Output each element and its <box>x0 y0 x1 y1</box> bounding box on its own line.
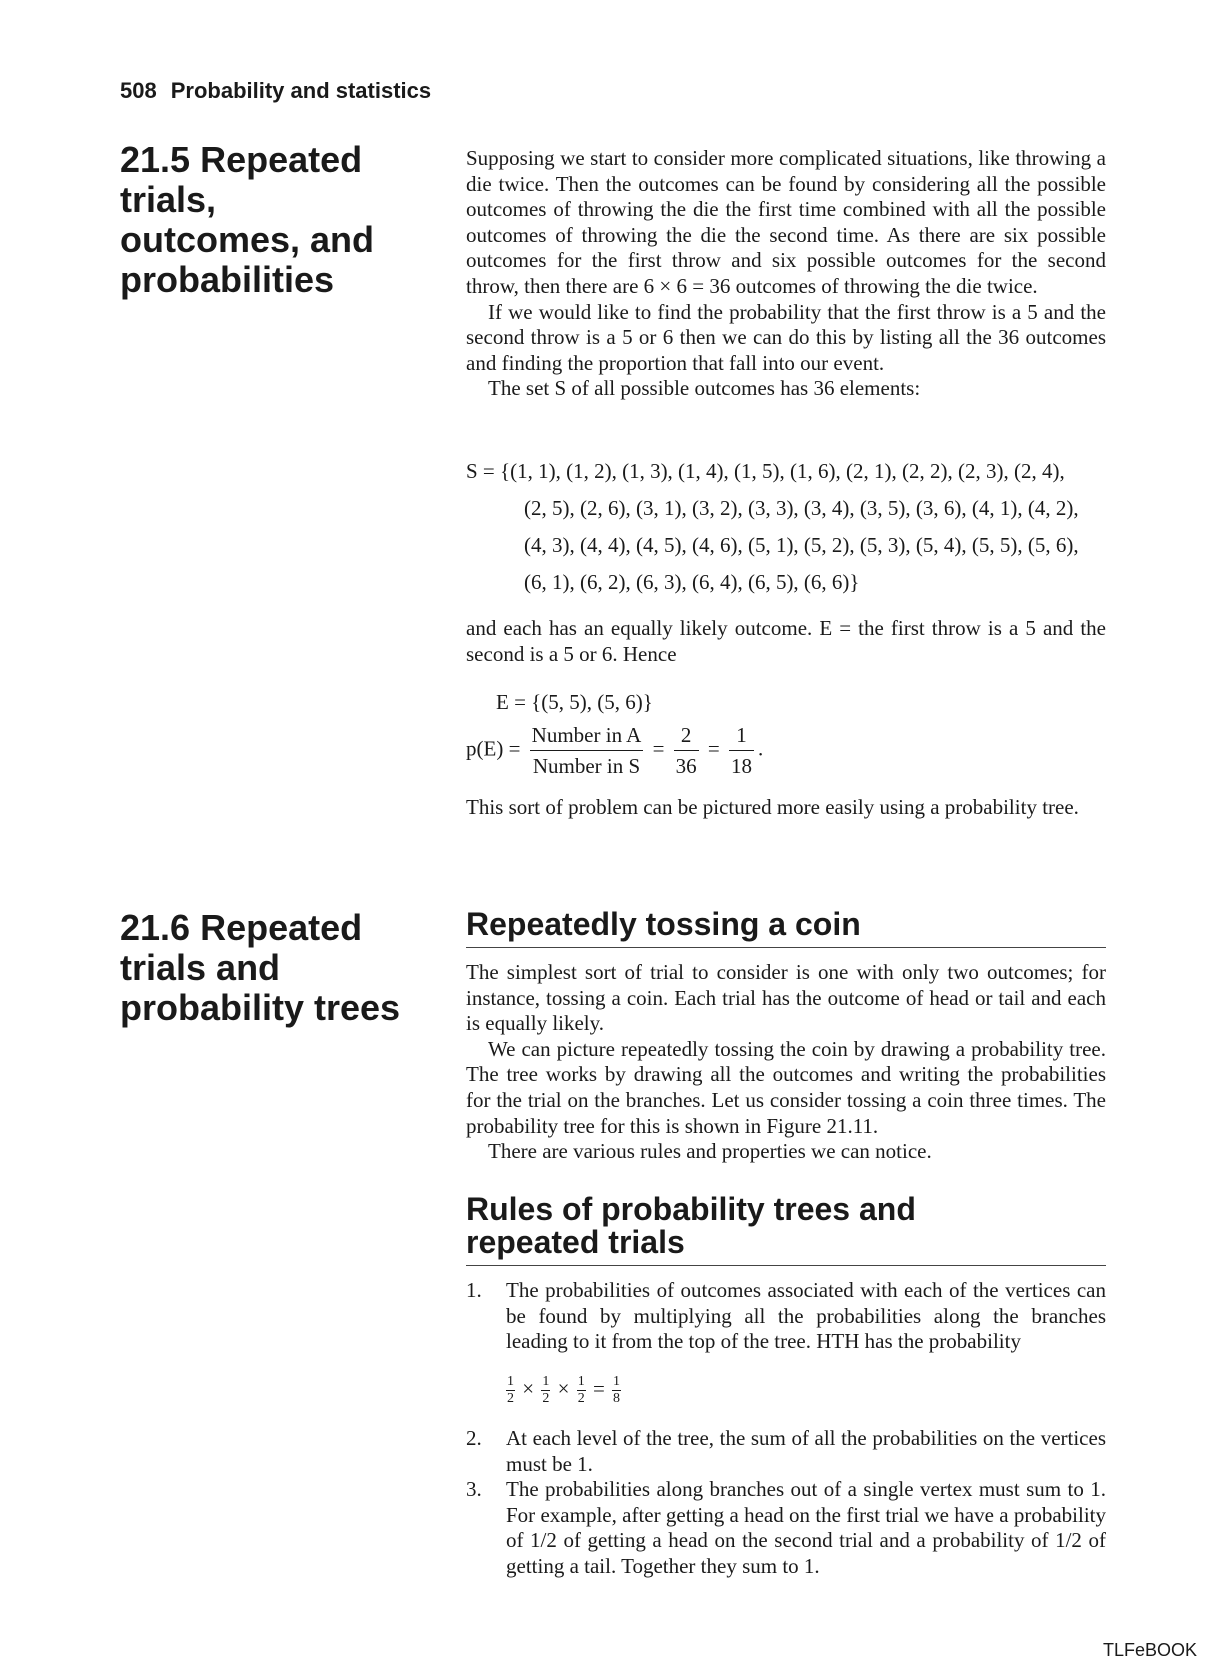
paragraph: If we would like to find the probability that the first throw is a 5 and the second throw is a 5 or 6 then we can do this by listing all the 36 outcomes and finding the proportion that fall into our event. <box>466 299 1106 375</box>
equals-sign: = <box>707 736 720 761</box>
fraction-2-36 <box>674 722 699 779</box>
paragraph: The set S of all possible outcomes has 36 elements: <box>488 376 921 401</box>
running-head <box>120 78 431 104</box>
rule-item-1 <box>466 1278 1106 1355</box>
fraction-half <box>577 1375 586 1406</box>
paragraph: There are various rules and properties we can notice. <box>488 1139 932 1164</box>
set-s-line-3: (4, 3), (4, 4), (4, 5), (4, 6), (5, 1), (5, 2), (5, 3), (5, 4), (5, 5), (5, 6), <box>524 533 1079 557</box>
set-s-line-1: S = {(1, 1), (1, 2), (1, 3), (1, 4), (1, 5), (1, 6), (2, 1), (2, 2), (2, 3), (2, 4), <box>466 459 1065 483</box>
section-21-6-body <box>466 960 1106 1165</box>
section-heading-21-5 <box>120 140 374 300</box>
hth-probability-product <box>504 1375 623 1406</box>
footer-watermark: TLFeBOOK <box>1102 1640 1197 1660</box>
section-21-5-body <box>466 146 1106 402</box>
denominator: Number in S <box>532 754 641 778</box>
heading-line: trials and <box>120 947 281 988</box>
times-sign: × <box>557 1376 570 1401</box>
denominator: 2 <box>577 1391 585 1406</box>
heading-line: probability trees <box>120 987 401 1028</box>
paragraph: The simplest sort of trial to consider is one with only two outcomes; for instance, tossing a coin. Each trial has the outcome of head or tail and each is equally likely. <box>466 960 1106 1036</box>
denominator: 8 <box>613 1391 621 1406</box>
prob-lhs: p(E) = <box>466 736 521 761</box>
denominator: 36 <box>675 754 697 778</box>
heading-line: trials, <box>120 179 217 220</box>
times-sign: × <box>522 1376 535 1401</box>
list-number: 1. <box>466 1278 482 1302</box>
set-s-line-2: (2, 5), (2, 6), (3, 1), (3, 2), (3, 3), (3, 4), (3, 5), (3, 6), (4, 1), (4, 2), <box>524 496 1079 520</box>
chapter-title: Probability and statistics <box>170 78 432 103</box>
list-number: 2. <box>466 1426 482 1450</box>
paragraph: This sort of problem can be pictured more easily using a probability tree. <box>466 795 1079 819</box>
heading-line: 21.6 Repeated <box>120 907 363 948</box>
heading-line: outcomes, and <box>120 219 375 260</box>
heading-line: probabilities <box>120 259 335 300</box>
denominator: 2 <box>542 1391 550 1406</box>
numerator: 1 <box>729 722 754 751</box>
section-heading-21-6 <box>120 908 400 1028</box>
event-definition <box>466 616 1106 667</box>
list-text: At each level of the tree, the sum of all the probabilities on the vertices must be 1. <box>506 1426 1106 1476</box>
fraction-eighth <box>612 1375 621 1406</box>
numerator: 1 <box>613 1374 621 1389</box>
probability-equation <box>466 722 763 779</box>
fraction-number-in <box>530 722 644 779</box>
rule-item-2 <box>466 1426 1106 1477</box>
equals-sign: = <box>652 736 665 761</box>
subheading-line: repeated trials <box>466 1224 685 1260</box>
numerator: 2 <box>674 722 699 751</box>
list-text: The probabilities along branches out of a single vertex must sum to 1. For example, after getting a head on the first trial we have a probability of 1/2 of getting a head on the second trial and a probability of 1/2 of getting a tail. Together they sum to 1. <box>506 1477 1106 1578</box>
rule-item-3 <box>466 1477 1106 1579</box>
event-equation: E = {(5, 5), (5, 6)} <box>496 690 653 714</box>
subheading-coin: Repeatedly tossing a coin <box>466 908 1106 948</box>
subheading-rules <box>466 1193 1106 1266</box>
heading-line: 21.5 Repeated <box>120 139 363 180</box>
list-text: The probabilities of outcomes associated with each of the vertices can be found by multiplying all the probabilities along the branches leading to it from the top of the tree. HTH has the probability <box>506 1278 1106 1354</box>
numerator: 1 <box>507 1374 514 1389</box>
period: . <box>758 736 764 761</box>
list-number: 3. <box>466 1477 482 1501</box>
denominator: 18 <box>731 754 753 778</box>
denominator: 2 <box>507 1391 514 1406</box>
fraction-half <box>541 1375 550 1406</box>
paragraph: and each has an equally likely outcome. E = the first throw is a 5 and the second is a 5 or 6. Hence <box>466 616 1106 666</box>
equals-sign: = <box>592 1376 605 1401</box>
subheading-line: Rules of probability trees and <box>466 1191 916 1227</box>
set-s-line-4: (6, 1), (6, 2), (6, 3), (6, 4), (6, 5), (6, 6)} <box>524 570 860 594</box>
tree-intro <box>466 795 1106 821</box>
paragraph: We can picture repeatedly tossing the coin by drawing a probability tree. The tree works by drawing all the outcomes and writing the probabilities for the trial on the branches. Let us consider tossing a coin three times. The probability tree for this is shown in Figure 21.11. <box>466 1036 1106 1138</box>
fraction-half <box>506 1375 515 1406</box>
numerator: 1 <box>577 1374 585 1389</box>
numerator: 1 <box>542 1374 550 1389</box>
numerator: Number in A <box>530 722 644 751</box>
page-number: 508 <box>120 78 157 103</box>
fraction-1-18 <box>729 722 754 779</box>
paragraph: Supposing we start to consider more complicated situations, like throwing a die twice. Then the outcomes can be found by considering all the possible outcomes of throwing the die the first time combined with all the possible outcomes of throwing the die the second time. As there are six possible outcomes for the first throw and six possible outcomes for the second throw, then there are 6 × 6 = 36 outcomes of throwing the die twice. <box>466 146 1106 298</box>
